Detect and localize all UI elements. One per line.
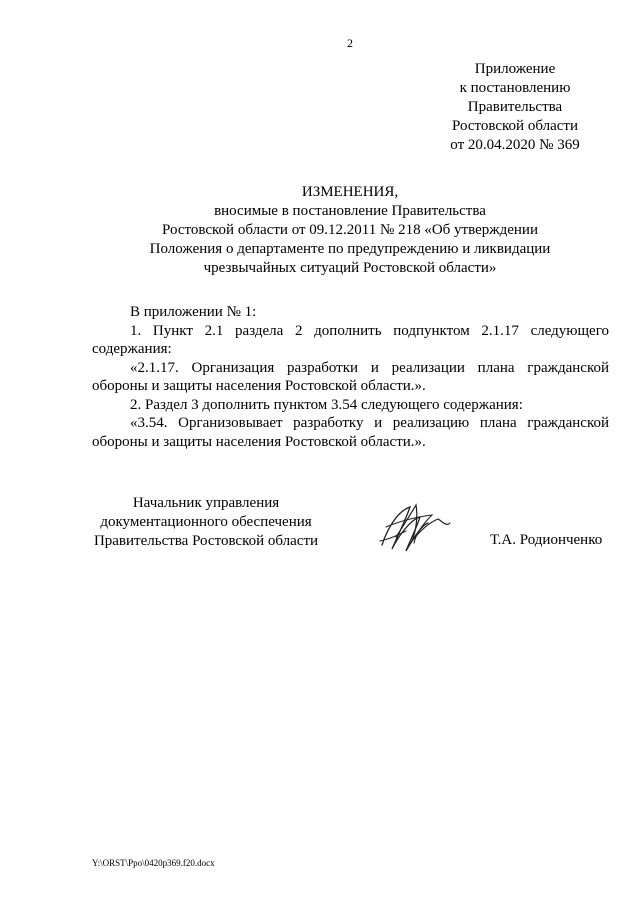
item-2-quote: «3.54. Организовывает разработку и реализацию плана гражданской обороны и защиты населения Ростовской области.». — [92, 415, 609, 450]
appendix-line: Ростовской области — [452, 118, 578, 134]
title-line: чрезвычайных ситуаций Ростовской области» — [203, 260, 497, 276]
appendix-line: Приложение — [474, 61, 556, 77]
title-line: вносимые в постановление Правительства — [214, 203, 486, 219]
document-title — [100, 183, 600, 278]
signer-name: Т.А. Родионченко — [490, 532, 603, 548]
item-2-lead: 2. Раздел 3 дополнить пунктом 3.54 следующего содержания: — [130, 396, 523, 413]
item-1-lead: 1. Пункт 2.1 раздела 2 дополнить подпунктом 2.1.17 следующего содержания: — [92, 322, 609, 357]
appendix-line: Правительства — [467, 99, 563, 115]
signer-position — [86, 494, 326, 551]
body-intro: В приложении № 1: — [130, 304, 257, 320]
title-line: Положения о департаменте по предупреждению и ликвидации — [149, 241, 551, 257]
signer-position-line: Правительства Ростовской области — [93, 533, 319, 549]
title-heading: ИЗМЕНЕНИЯ, — [301, 184, 399, 200]
signer-position-line: документационного обеспечения — [100, 514, 312, 530]
document-body — [92, 303, 609, 451]
appendix-header — [440, 60, 590, 155]
item-1-quote: «2.1.17. Организация разработки и реализации плана гражданской обороны и защиты населения Ростовской области.». — [92, 359, 609, 394]
title-line: Ростовской области от 09.12.2011 № 218 «Об утверждении — [162, 222, 538, 238]
appendix-line: к постановлению — [459, 80, 571, 96]
handwritten-signature — [376, 497, 456, 559]
signer-position-line: Начальник управления — [132, 495, 280, 511]
file-path: Y:\ORST\Ppo\0420p369.f20.docx — [92, 858, 215, 868]
appendix-line: от 20.04.2020 № 369 — [450, 137, 580, 153]
page-number: 2 — [347, 36, 353, 50]
